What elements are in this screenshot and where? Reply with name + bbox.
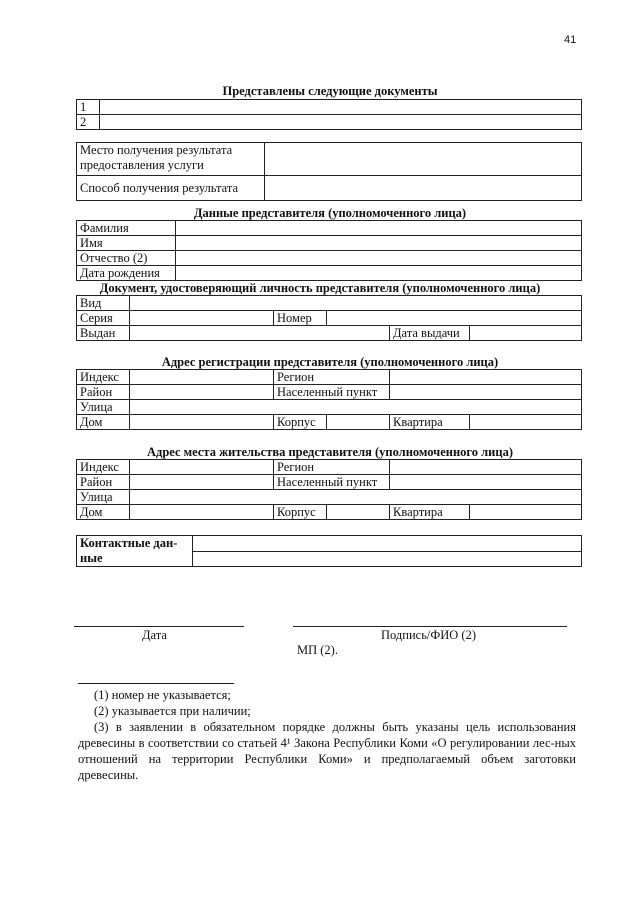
- res-address-section-title: Адрес места жительства представителя (уполномоченного лица): [146, 445, 513, 459]
- last-name-field[interactable]: [176, 221, 582, 236]
- birth-date-field[interactable]: [176, 266, 582, 281]
- result-method-label: Способ получения результата: [77, 176, 265, 201]
- doc-series-label: Серия: [77, 311, 130, 326]
- reg-locality-field[interactable]: [390, 385, 582, 400]
- doc-issue-date-field[interactable]: [470, 326, 582, 341]
- res-building-label: Корпус: [274, 505, 327, 519]
- res-index-field[interactable]: [130, 460, 274, 475]
- res-region-field[interactable]: [390, 460, 582, 475]
- reg-house-label: Дом: [77, 415, 130, 430]
- footnote-2: (2) указывается при наличии;: [94, 704, 251, 718]
- date-line: [74, 626, 244, 627]
- reg-address-section-title: Адрес регистрации представителя (уполномоченного лица): [161, 355, 499, 369]
- documents-table: [76, 99, 582, 130]
- result-place-field[interactable]: [265, 143, 582, 176]
- date-label: Дата: [142, 628, 167, 642]
- reg-region-label: Регион: [274, 370, 390, 385]
- reg-region-field[interactable]: [390, 370, 582, 385]
- identity-doc-table: [76, 295, 582, 341]
- representative-section-title: Данные представителя (уполномоченного лица): [193, 206, 467, 220]
- res-apartment-label: Квартира: [390, 505, 470, 520]
- footnote-separator: [78, 683, 234, 684]
- res-district-field[interactable]: [130, 475, 274, 490]
- document-row-number: 2: [77, 115, 100, 130]
- res-address-table: [76, 459, 582, 520]
- res-apartment-field[interactable]: [470, 505, 582, 520]
- footnote-3: (3) в заявлении в обязательном порядке должны быть указаны цель использования древесины в соответствии со статьей 4¹ Закона Республики Коми «О регулировании лес-ных отношений на территории Республики Коми» и предполагаемый объем заготовки древесины.: [78, 720, 576, 782]
- result-place-label: Место получения результата предоставления услуги: [77, 143, 265, 176]
- res-street-field[interactable]: [130, 490, 582, 505]
- page-number: 41: [564, 34, 577, 46]
- patronymic-label: Отчество (2): [77, 251, 176, 266]
- reg-apartment-label: Квартира: [390, 415, 470, 430]
- doc-type-field[interactable]: [130, 296, 582, 311]
- reg-district-label: Район: [77, 385, 130, 400]
- res-locality-label: Населенный пункт: [274, 475, 390, 490]
- doc-number-field[interactable]: [327, 311, 582, 326]
- doc-issued-by-label: Выдан: [77, 326, 130, 341]
- doc-series-field[interactable]: [130, 311, 274, 326]
- reg-street-label: Улица: [77, 400, 130, 415]
- res-house-label: Дом: [77, 505, 130, 520]
- doc-issued-by-field[interactable]: [130, 326, 390, 341]
- reg-index-label: Индекс: [77, 370, 130, 385]
- reg-locality-label: Населенный пункт: [274, 385, 390, 400]
- contacts-label: Контактные дан-ные: [77, 536, 193, 567]
- reg-building-label: Корпус: [274, 415, 327, 429]
- reg-index-field[interactable]: [130, 370, 274, 385]
- result-method-field[interactable]: [265, 176, 582, 201]
- res-house-field[interactable]: [130, 505, 274, 520]
- res-street-label: Улица: [77, 490, 130, 505]
- doc-issue-date-label: Дата выдачи: [390, 326, 470, 341]
- reg-street-field[interactable]: [130, 400, 582, 415]
- first-name-label: Имя: [77, 236, 176, 251]
- reg-apartment-field[interactable]: [470, 415, 582, 430]
- footnotes: [78, 687, 576, 783]
- representative-table: [76, 220, 582, 281]
- res-locality-field[interactable]: [390, 475, 582, 490]
- reg-district-field[interactable]: [130, 385, 274, 400]
- first-name-field[interactable]: [176, 236, 582, 251]
- document-row-value[interactable]: [100, 115, 582, 130]
- res-district-label: Район: [77, 475, 130, 490]
- res-index-label: Индекс: [77, 460, 130, 475]
- birth-date-label: Дата рождения: [77, 266, 176, 281]
- contacts-table: [76, 535, 582, 567]
- patronymic-field[interactable]: [176, 251, 582, 266]
- signature-line: [293, 626, 567, 627]
- footnote-1: (1) номер не указывается;: [94, 688, 231, 702]
- doc-type-label: Вид: [77, 296, 130, 311]
- identity-doc-section-title: Документ, удостоверяющий личность представителя (уполномоченного лица): [99, 281, 541, 295]
- res-region-label: Регион: [274, 460, 390, 475]
- reg-house-field[interactable]: [130, 415, 274, 430]
- signature-label: Подпись/ФИО (2): [381, 628, 477, 642]
- stamp-label: МП (2).: [297, 643, 338, 657]
- last-name-label: Фамилия: [77, 221, 176, 236]
- document-row-number: 1: [77, 100, 100, 115]
- contacts-field[interactable]: [193, 536, 582, 567]
- result-table: [76, 142, 582, 201]
- reg-address-table: [76, 369, 582, 430]
- doc-number-label: Номер: [274, 311, 327, 326]
- document-row-value[interactable]: [100, 100, 582, 115]
- documents-section-title: Представлены следующие документы: [222, 84, 438, 98]
